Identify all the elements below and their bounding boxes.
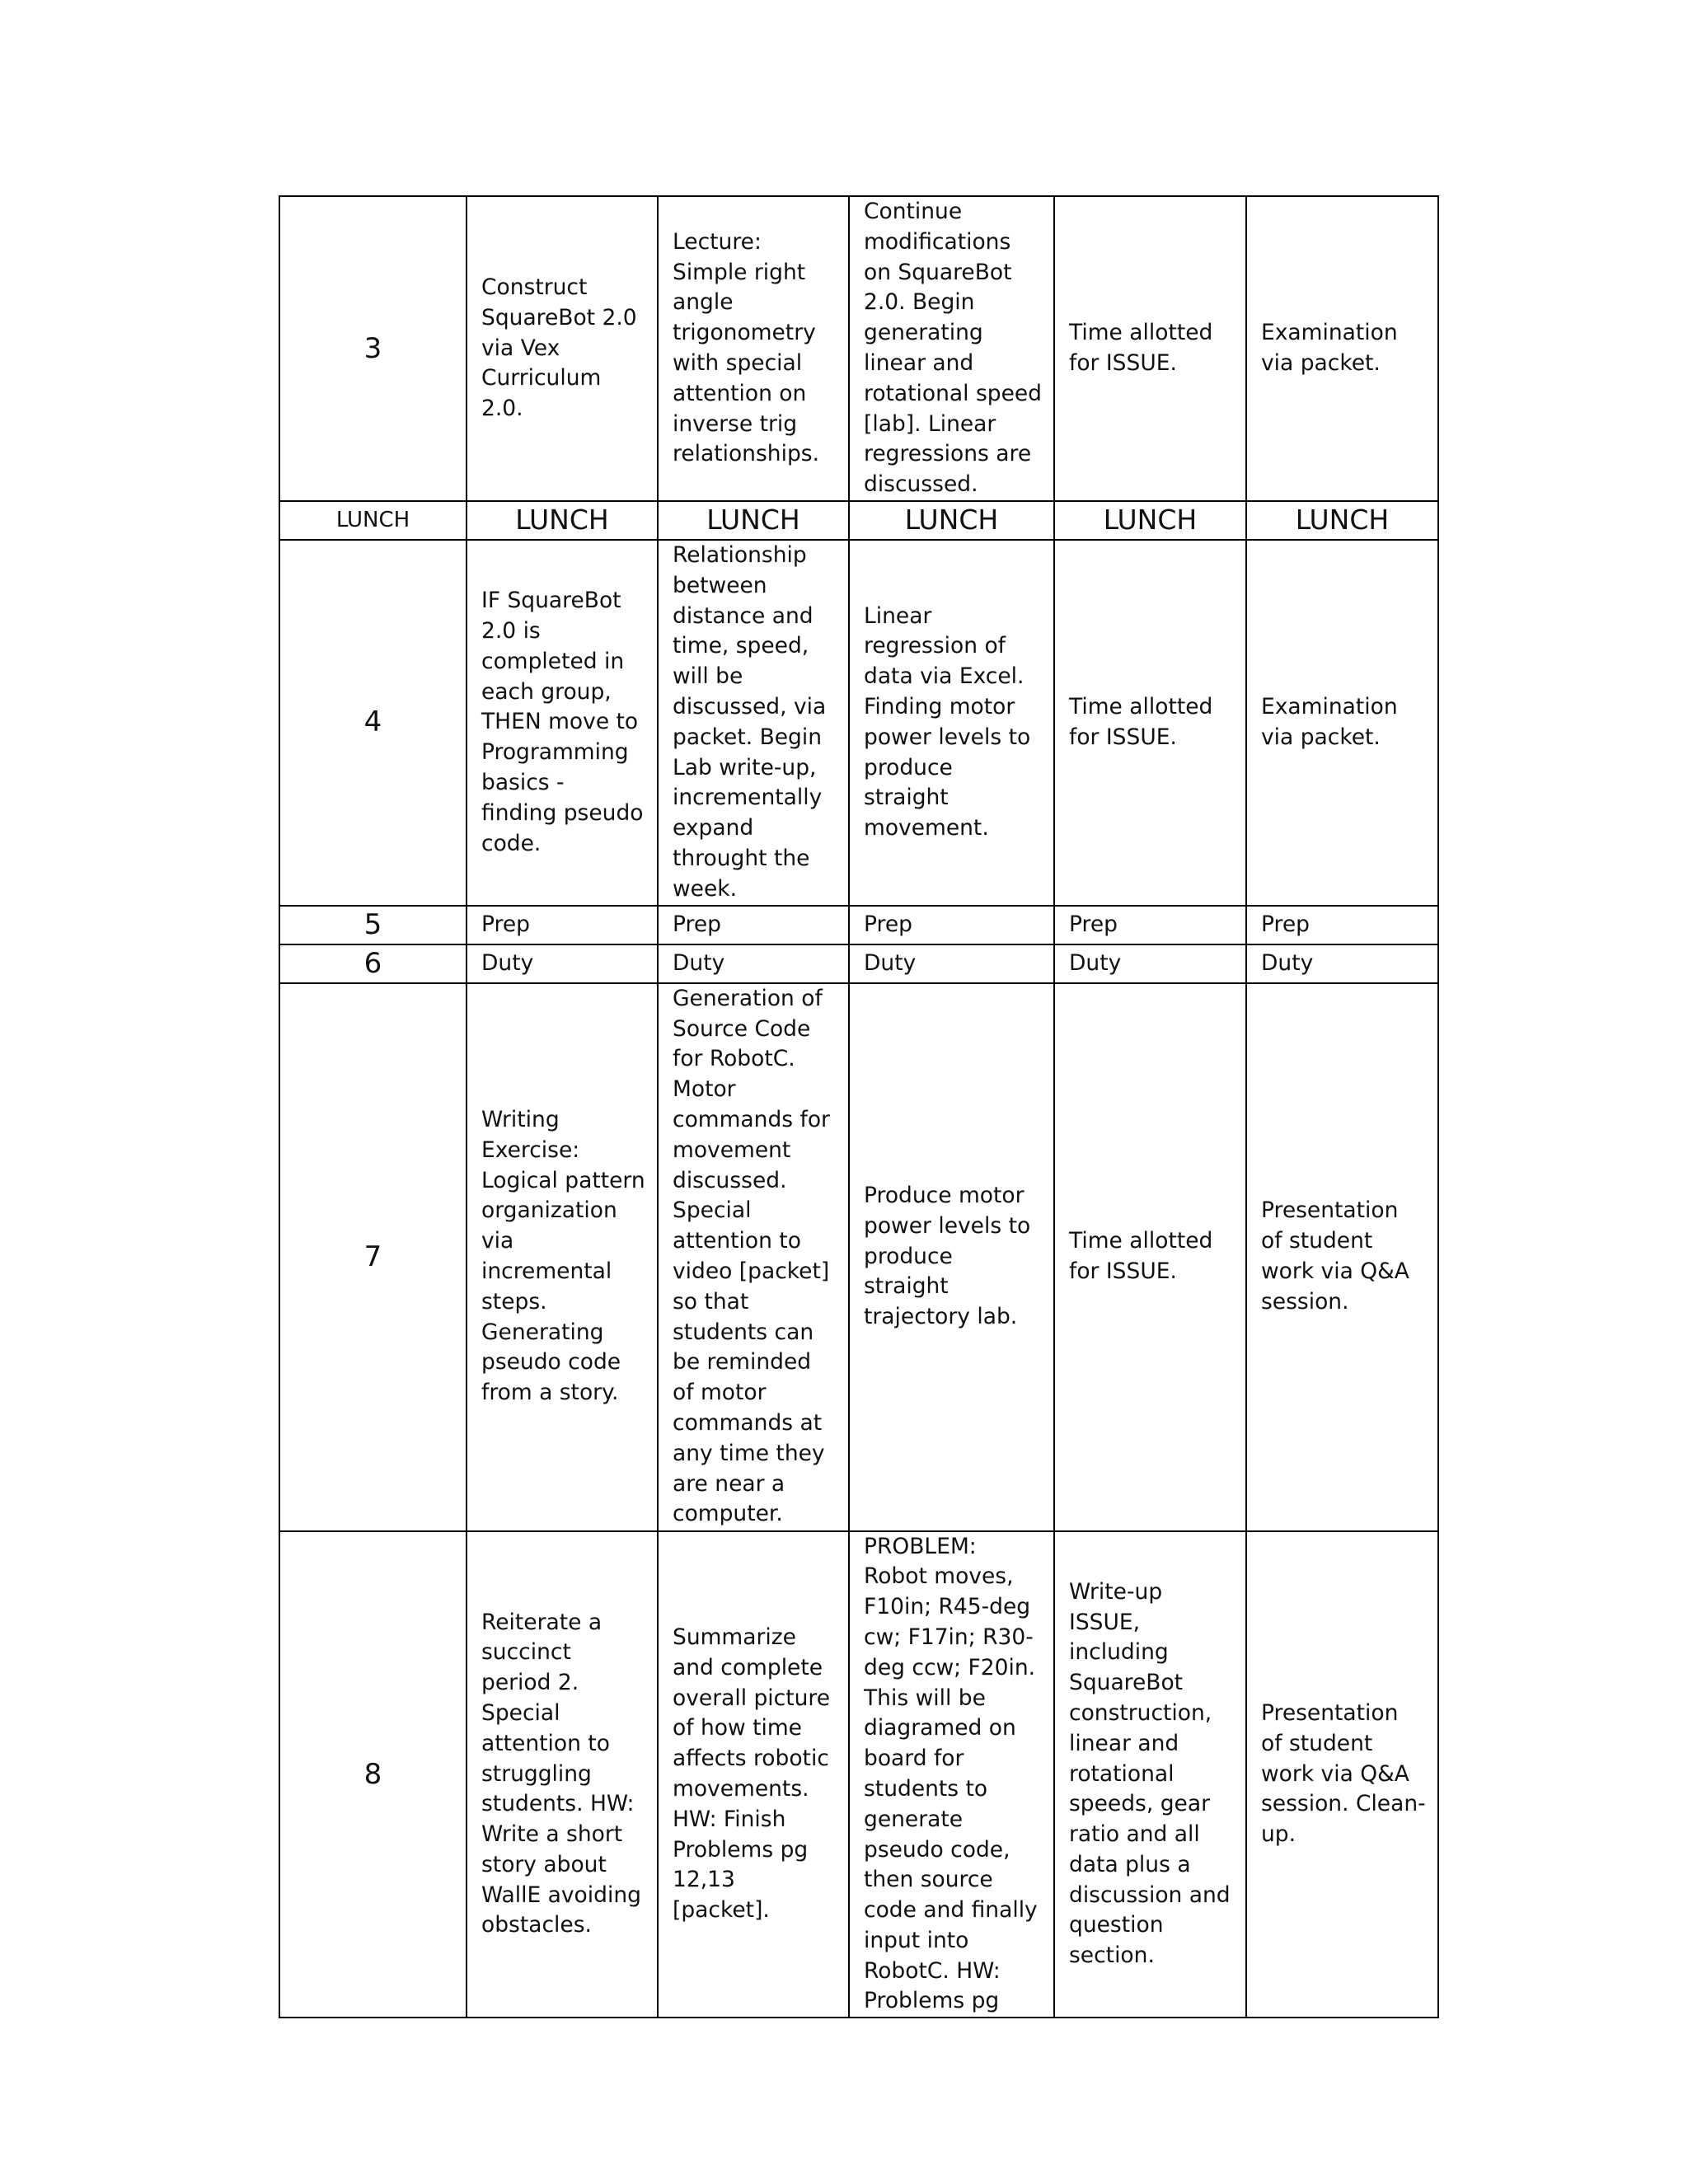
- lunch-cell: LUNCH: [1246, 501, 1438, 540]
- period-cell: LUNCH: [279, 501, 467, 540]
- lesson-cell: Construct SquareBot 2.0 via Vex Curriculum 2.0.: [467, 196, 658, 501]
- lunch-cell: LUNCH: [1054, 501, 1246, 540]
- lesson-cell: Prep: [1246, 906, 1438, 944]
- lesson-cell: IF SquareBot 2.0 is completed in each group, THEN move to Programming basics - finding pseudo code.: [467, 540, 658, 906]
- lesson-cell: Write-up ISSUE, including SquareBot construction, linear and rotational speeds, gear ratio and all data plus a discussion and question section.: [1054, 1531, 1246, 2018]
- table-row: [279, 1531, 1438, 2018]
- lunch-cell: LUNCH: [658, 501, 849, 540]
- lesson-cell: Generation of Source Code for RobotC. Motor commands for movement discussed. Special attention to video [packet] so that students can be reminded of motor commands at any time they are near a computer.: [658, 983, 849, 1531]
- lesson-cell: Prep: [849, 906, 1054, 944]
- lesson-cell: Time allotted for ISSUE.: [1054, 196, 1246, 501]
- lesson-cell: Time allotted for ISSUE.: [1054, 540, 1246, 906]
- lesson-cell: Prep: [467, 906, 658, 944]
- lesson-cell: Examination via packet.: [1246, 196, 1438, 501]
- lesson-cell: Time allotted for ISSUE.: [1054, 983, 1246, 1531]
- lunch-cell: LUNCH: [467, 501, 658, 540]
- lesson-cell: Summarize and complete overall picture of how time affects robotic movements. HW: Finish Problems pg 12,13 [packet].: [658, 1531, 849, 2018]
- lesson-cell: Linear regression of data via Excel. Finding motor power levels to produce straight movement.: [849, 540, 1054, 906]
- lesson-cell: Writing Exercise: Logical pattern organization via incremental steps. Generating pseudo code from a story.: [467, 983, 658, 1531]
- schedule-table: [279, 195, 1439, 2018]
- period-cell: 7: [279, 983, 467, 1531]
- lesson-cell: Lecture: Simple right angle trigonometry with special attention on inverse trig relationships.: [658, 196, 849, 501]
- period-cell: 6: [279, 944, 467, 983]
- period-cell: 4: [279, 540, 467, 906]
- lesson-cell: Relationship between distance and time, speed, will be discussed, via packet. Begin Lab write-up, incrementally expand throught the week.: [658, 540, 849, 906]
- lesson-cell: Presentation of student work via Q&A session. Clean-up.: [1246, 1531, 1438, 2018]
- lesson-cell: Duty: [658, 944, 849, 983]
- lesson-cell: Produce motor power levels to produce straight trajectory lab.: [849, 983, 1054, 1531]
- lesson-cell: PROBLEM: Robot moves, F10in; R45-deg cw; F17in; R30-deg ccw; F20in. This will be diagramed on board for students to generate pseudo code, then source code and finally input into RobotC. HW: Problems pg: [849, 1531, 1054, 2018]
- lesson-cell: Duty: [1054, 944, 1246, 983]
- lesson-cell: Presentation of student work via Q&A session.: [1246, 983, 1438, 1531]
- lesson-cell: Prep: [658, 906, 849, 944]
- table-row: [279, 540, 1438, 906]
- lesson-cell: Reiterate a succinct period 2. Special attention to struggling students. HW: Write a short story about WallE avoiding obstacles.: [467, 1531, 658, 2018]
- table-row: [279, 944, 1438, 983]
- lesson-cell: Prep: [1054, 906, 1246, 944]
- period-cell: 8: [279, 1531, 467, 2018]
- table-row: [279, 196, 1438, 501]
- lesson-cell: Duty: [1246, 944, 1438, 983]
- period-cell: 3: [279, 196, 467, 501]
- lesson-cell: Duty: [849, 944, 1054, 983]
- lesson-cell: Examination via packet.: [1246, 540, 1438, 906]
- lunch-cell: LUNCH: [849, 501, 1054, 540]
- table-row: [279, 906, 1438, 944]
- lesson-cell: Duty: [467, 944, 658, 983]
- table-row: [279, 983, 1438, 1531]
- table-row: [279, 501, 1438, 540]
- lesson-cell: Continue modifications on SquareBot 2.0. Begin generating linear and rotational speed [lab]. Linear regressions are discussed.: [849, 196, 1054, 501]
- period-cell: 5: [279, 906, 467, 944]
